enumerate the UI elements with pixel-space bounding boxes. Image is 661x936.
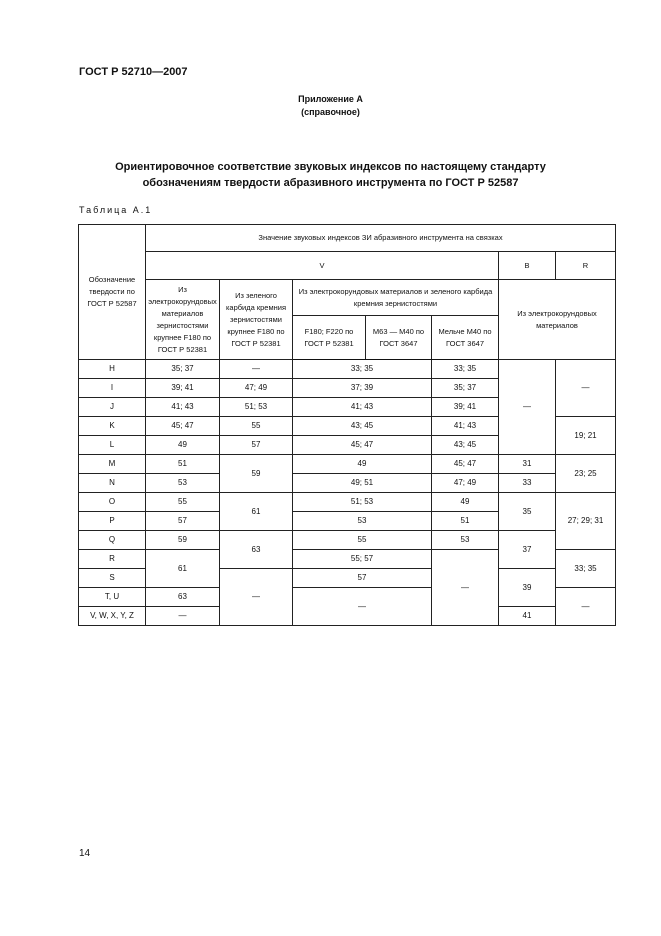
cell: 39; 41 xyxy=(432,398,499,417)
cell: 61 xyxy=(220,493,293,531)
cell: 19; 21 xyxy=(556,417,616,455)
row-hardness: S xyxy=(79,569,146,588)
cell: 35 xyxy=(499,493,556,531)
cell: 37 xyxy=(499,531,556,569)
cell: 27; 29; 31 xyxy=(556,493,616,550)
row-hardness: T, U xyxy=(79,588,146,607)
cell: 39 xyxy=(499,569,556,607)
cell: 47; 49 xyxy=(220,379,293,398)
cell: 33; 35 xyxy=(432,360,499,379)
cell: 61 xyxy=(146,550,220,588)
cell: — xyxy=(220,569,293,626)
cell: — xyxy=(293,588,432,626)
page-number: 14 xyxy=(79,848,91,859)
table-caption: Таблица А.1 xyxy=(79,205,153,215)
cell: 57 xyxy=(220,436,293,455)
cell: 63 xyxy=(146,588,220,607)
header-m63-m40: М63 — М40 по ГОСТ 3647 xyxy=(366,316,432,360)
cell: — xyxy=(556,360,616,417)
cell: 49 xyxy=(432,493,499,512)
hardness-table xyxy=(78,224,616,626)
header-green-carbide-f180: Из зеленого карбида кремния зернистостями крупнее F180 по ГОСТ Р 52381 xyxy=(220,280,293,360)
cell: 55 xyxy=(293,531,432,550)
header-electrocorundum-f180: Из электрокорундовых материалов зернистостями крупнее F180 по ГОСТ Р 52381 xyxy=(146,280,220,360)
row-hardness: Q xyxy=(79,531,146,550)
cell: 55; 57 xyxy=(293,550,432,569)
cell: 39; 41 xyxy=(146,379,220,398)
cell: 23; 25 xyxy=(556,455,616,493)
cell: 53 xyxy=(432,531,499,550)
row-hardness: I xyxy=(79,379,146,398)
cell: 57 xyxy=(293,569,432,588)
cell: 33; 35 xyxy=(293,360,432,379)
header-top: Значение звуковых индексов ЗИ абразивного инструмента на связках xyxy=(146,225,616,252)
cell: 43; 45 xyxy=(293,417,432,436)
cell: 33; 35 xyxy=(556,550,616,588)
row-hardness: V, W, X, Y, Z xyxy=(79,607,146,626)
title-line-2: обозначениям твердости абразивного инструмента по ГОСТ Р 52587 xyxy=(142,177,519,189)
row-hardness: N xyxy=(79,474,146,493)
cell: 35; 37 xyxy=(146,360,220,379)
appendix-label: Приложение А xyxy=(298,94,363,104)
cell: — xyxy=(556,588,616,626)
cell: — xyxy=(432,550,499,626)
row-hardness: R xyxy=(79,550,146,569)
header-f180-f220: F180; F220 по ГОСТ Р 52381 xyxy=(293,316,366,360)
header-hardness: Обозначение твердости по ГОСТ Р 52587 xyxy=(79,225,146,360)
standard-number: ГОСТ Р 52710—2007 xyxy=(79,66,188,78)
cell: 45; 47 xyxy=(146,417,220,436)
cell: 31 xyxy=(499,455,556,474)
cell: 55 xyxy=(146,493,220,512)
cell: 63 xyxy=(220,531,293,569)
row-hardness: M xyxy=(79,455,146,474)
cell: 45; 47 xyxy=(293,436,432,455)
cell: 59 xyxy=(220,455,293,493)
cell: — xyxy=(146,607,220,626)
cell: — xyxy=(499,360,556,455)
cell: 45; 47 xyxy=(432,455,499,474)
appendix-type: (справочное) xyxy=(301,107,360,117)
cell: — xyxy=(220,360,293,379)
header-bond-r: R xyxy=(556,252,616,280)
cell: 35; 37 xyxy=(432,379,499,398)
cell: 57 xyxy=(146,512,220,531)
cell: 51; 53 xyxy=(293,493,432,512)
header-mixed-group: Из электрокорундовых материалов и зеленого карбида кремния зернистостями xyxy=(293,280,499,316)
cell: 59 xyxy=(146,531,220,550)
cell: 41; 43 xyxy=(432,417,499,436)
row-hardness: L xyxy=(79,436,146,455)
cell: 55 xyxy=(220,417,293,436)
header-bond-v: V xyxy=(146,252,499,280)
cell: 43; 45 xyxy=(432,436,499,455)
header-finer-m40: Мельче М40 по ГОСТ 3647 xyxy=(432,316,499,360)
header-bond-b: B xyxy=(499,252,556,280)
cell: 53 xyxy=(146,474,220,493)
cell: 37; 39 xyxy=(293,379,432,398)
cell: 49 xyxy=(146,436,220,455)
cell: 47; 49 xyxy=(432,474,499,493)
row-hardness: P xyxy=(79,512,146,531)
header-electrocorundum-br: Из электрокорундовых материалов xyxy=(499,280,616,360)
cell: 49 xyxy=(293,455,432,474)
cell: 53 xyxy=(293,512,432,531)
cell: 41; 43 xyxy=(293,398,432,417)
cell: 33 xyxy=(499,474,556,493)
cell: 41 xyxy=(499,607,556,626)
cell: 51 xyxy=(146,455,220,474)
row-hardness: O xyxy=(79,493,146,512)
cell: 41; 43 xyxy=(146,398,220,417)
cell: 51; 53 xyxy=(220,398,293,417)
row-hardness: H xyxy=(79,360,146,379)
cell: 51 xyxy=(432,512,499,531)
row-hardness: J xyxy=(79,398,146,417)
row-hardness: K xyxy=(79,417,146,436)
cell: 49; 51 xyxy=(293,474,432,493)
title-line-1: Ориентировочное соответствие звуковых индексов по настоящему стандарту xyxy=(115,161,546,173)
